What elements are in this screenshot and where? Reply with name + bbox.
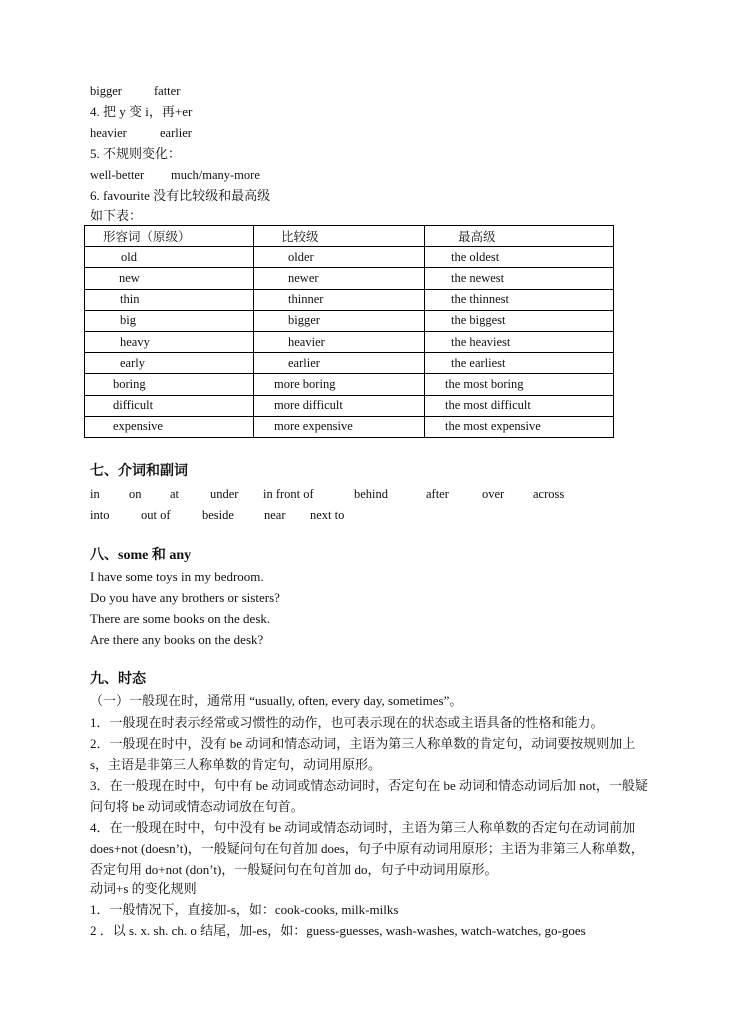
cell-superlative: the heaviest bbox=[425, 331, 614, 352]
table-intro: 如下表： bbox=[90, 208, 143, 223]
cell-superlative: the newest bbox=[425, 268, 614, 289]
rule-item: 1．一般情况下，直接加-s，如：cook-cooks, milk-milks bbox=[90, 902, 399, 917]
cell-comparative: more difficult bbox=[254, 395, 425, 416]
cell-comparative: more expensive bbox=[254, 416, 425, 437]
example-sentence: Are there any books on the desk? bbox=[90, 632, 264, 647]
cell-comparative: thinner bbox=[254, 289, 425, 310]
preposition: into bbox=[90, 508, 110, 522]
rule-irregular: 5. 不规则变化： bbox=[90, 146, 182, 161]
cell-comparative: heavier bbox=[254, 331, 425, 352]
cell-comparative: bigger bbox=[254, 310, 425, 331]
word: well-better bbox=[90, 168, 145, 182]
header-superlative: 最高级 bbox=[425, 226, 614, 247]
table-row bbox=[85, 247, 614, 268]
cell-superlative: the biggest bbox=[425, 310, 614, 331]
cell-comparative: newer bbox=[254, 268, 425, 289]
word: earlier bbox=[160, 126, 192, 140]
cell-positive: thin bbox=[85, 289, 254, 310]
cell-positive: new bbox=[85, 268, 254, 289]
cell-superlative: the oldest bbox=[425, 247, 614, 268]
rule-title: 动词+s 的变化规则 bbox=[90, 881, 197, 896]
table-row bbox=[85, 331, 614, 352]
example-sentence: There are some books on the desk. bbox=[90, 611, 271, 626]
cell-superlative: the most expensive bbox=[425, 416, 614, 437]
cell-positive: expensive bbox=[85, 416, 254, 437]
cell-comparative: earlier bbox=[254, 353, 425, 374]
paragraph: 2．一般现在时中，没有 be 动词和情态动词，主语为第三人称单数的肯定句，动词要按规则加上 s，主语是非第三人称单数的肯定句，动词用原形。 bbox=[90, 736, 636, 772]
preposition: under bbox=[210, 487, 239, 501]
cell-comparative: older bbox=[254, 247, 425, 268]
cell-positive: difficult bbox=[85, 395, 254, 416]
preposition: on bbox=[129, 487, 142, 501]
section-title: 七、介词和副词 bbox=[90, 464, 188, 479]
table-row bbox=[85, 268, 614, 289]
cell-positive: big bbox=[85, 310, 254, 331]
cell-superlative: the most boring bbox=[425, 374, 614, 395]
cell-superlative: the thinnest bbox=[425, 289, 614, 310]
example-sentence: I have some toys in my bedroom. bbox=[90, 569, 264, 584]
rule-y-to-i: 4. 把 y 变 i，再+er bbox=[90, 104, 193, 119]
preposition: across bbox=[533, 487, 565, 501]
paragraph: 1．一般现在时表示经常或习惯性的动作，也可表示现在的状态或主语具备的性格和能力。 bbox=[90, 715, 604, 730]
table-row bbox=[85, 289, 614, 310]
word: much/many-more bbox=[171, 168, 260, 182]
preposition: in bbox=[90, 487, 100, 501]
table-row bbox=[85, 416, 614, 437]
preposition: after bbox=[426, 487, 449, 501]
paragraph: 3．在一般现在时中，句中有 be 动词或情态动词时，否定句在 be 动词和情态动词后加 not，一般疑问句将 be 动词或情态动词放在句首。 bbox=[90, 778, 648, 814]
tense-intro: （一）一般现在时，通常用 “usually, often, every day, sometimes”。 bbox=[90, 693, 463, 708]
section-title: 九、时态 bbox=[90, 672, 146, 687]
section-title: 八、some 和 any bbox=[90, 548, 192, 563]
table-row bbox=[85, 310, 614, 331]
paragraph: 4．在一般现在时中，句中没有 be 动词或情态动词时，主语为第三人称单数的否定句在动词前加 does+not (doesn’t)，一般疑问句在句首加 does，句子中原有动词用原形；主语为非第三人称单数，否定句用 do+not (don’t)，一般疑问句在句首加 do，句子中动词用原形。 bbox=[90, 820, 644, 877]
table-row bbox=[85, 395, 614, 416]
header-positive: 形容词（原级） bbox=[85, 226, 254, 247]
cell-positive: early bbox=[85, 353, 254, 374]
cell-superlative: the earliest bbox=[425, 353, 614, 374]
cell-positive: boring bbox=[85, 374, 254, 395]
cell-superlative: the most difficult bbox=[425, 395, 614, 416]
preposition: out of bbox=[141, 508, 171, 522]
preposition: behind bbox=[354, 487, 389, 501]
table-row bbox=[85, 353, 614, 374]
word: heavier bbox=[90, 126, 127, 140]
rule-favourite: 6. favourite 没有比较级和最高级 bbox=[90, 188, 271, 203]
preposition: over bbox=[482, 487, 505, 501]
example-sentence: Do you have any brothers or sisters? bbox=[90, 590, 280, 605]
preposition: near bbox=[264, 508, 286, 522]
word: fatter bbox=[154, 84, 181, 98]
comparison-table bbox=[84, 225, 614, 438]
cell-positive: old bbox=[85, 247, 254, 268]
header-comparative: 比较级 bbox=[254, 226, 425, 247]
cell-positive: heavy bbox=[85, 331, 254, 352]
table-row bbox=[85, 374, 614, 395]
word: bigger bbox=[90, 84, 122, 98]
preposition: at bbox=[170, 487, 180, 501]
rule-item: 2 ．以 s. x. sh. ch. o 结尾，加-es，如：guess-guesses, wash-washes, watch-watches, go-goes bbox=[90, 923, 586, 938]
preposition: in front of bbox=[263, 487, 314, 501]
preposition: next to bbox=[310, 508, 345, 522]
cell-comparative: more boring bbox=[254, 374, 425, 395]
preposition: beside bbox=[202, 508, 234, 522]
table-header-row bbox=[85, 226, 614, 247]
